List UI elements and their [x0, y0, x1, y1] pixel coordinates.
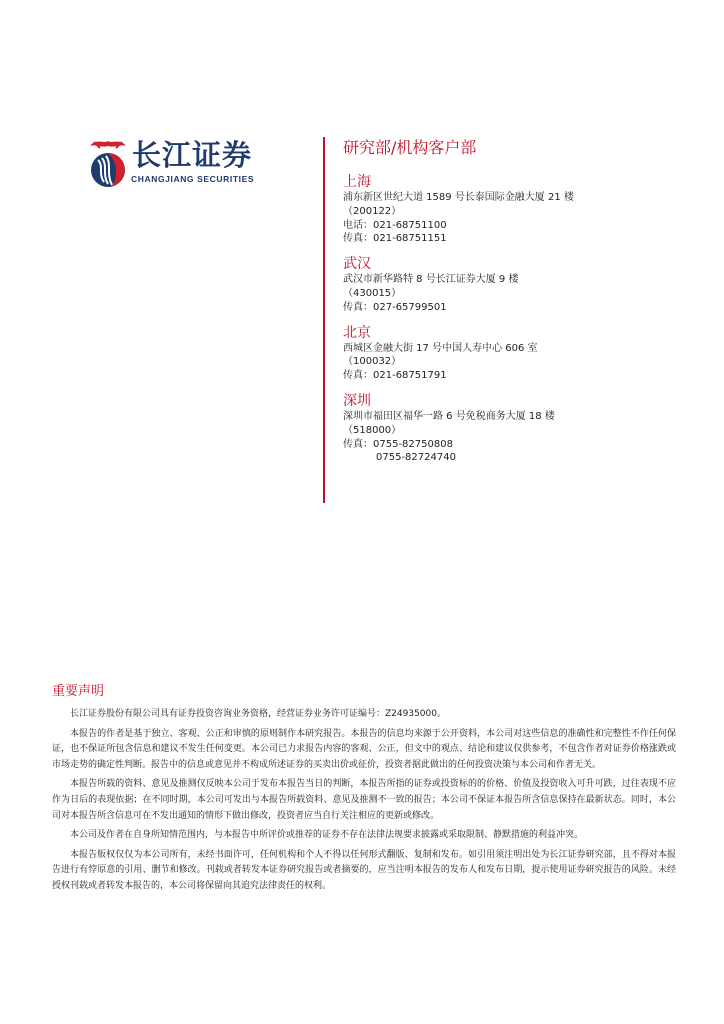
office-fax: 传真：021-68751151: [343, 233, 447, 245]
contact-block: [343, 137, 673, 474]
office-fax: 传真：021-68751791: [343, 370, 447, 382]
office-phone: 电话：021-68751100: [343, 219, 447, 231]
office-shanghai: [343, 173, 673, 246]
city-name: 武汉: [343, 256, 371, 273]
office-fax-secondary: 0755-82724740: [376, 452, 456, 464]
city-name: 上海: [343, 174, 371, 190]
city-name: 北京: [343, 324, 371, 341]
logo-emblem-icon: [86, 136, 130, 192]
disclaimer-title: 重要声明: [52, 684, 105, 699]
disclaimer-paragraph: 本报告所载的资料、意见及推测仅反映本公司于发布本报告当日的判断，本报告所指的证券或投资标的的价格、价值及投资收入可升可跌，过往表现不应作为日后的表现依据；在不同时期，本公司可发出与本报告所载资料、意见及推测不一致的报告；本公司不保证本报告所含信息保持在最新状态。同时，本公司对本报告所含信息可在不发出通知的情形下做出修改，投资者应当自行关注相应的更新或修改。: [52, 779, 676, 821]
company-logo: [86, 136, 286, 192]
office-beijing: [343, 324, 673, 383]
office-shenzhen: [343, 392, 673, 465]
disclaimer-paragraph: 本公司及作者在自身所知情范围内，与本报告中所评价或推荐的证券不存在法律法规要求披露或采取限制、静默措施的利益冲突。: [70, 830, 584, 841]
office-address: 深圳市福田区福华一路 6 号免税商务大厦 18 楼: [343, 410, 555, 422]
office-postcode: （100032）: [343, 356, 402, 368]
office-fax: 传真：0755-82750808: [343, 438, 453, 450]
office-address: 西城区金融大街 17 号中国人寿中心 606 室: [343, 342, 538, 354]
disclaimer-section: [52, 683, 676, 899]
office-postcode: （518000）: [343, 424, 402, 436]
office-postcode: （200122）: [343, 205, 402, 217]
logo-name-cn: 长江证券: [132, 138, 253, 172]
office-wuhan: [343, 255, 673, 314]
disclaimer-paragraph: 本报告版权仅仅为本公司所有，未经书面许可，任何机构和个人不得以任何形式翻版、复制和发布。如引用须注明出处为长江证券研究部，且不得对本报告进行有悖原意的引用、删节和修改。刊载或者转发本证券研究报告或者摘要的，应当注明本报告的发布人和发布日期，提示使用证券研究报告的风险。未经授权刊载或者转发本报告的，本公司将保留向其追究法律责任的权利。: [52, 849, 676, 891]
office-fax: 传真：027-65799501: [343, 301, 447, 313]
logo-name-en: CHANGJIANG SECURITIES: [131, 174, 255, 184]
department-title: 研究部/机构客户部: [343, 138, 477, 157]
city-name: 深圳: [343, 392, 371, 409]
office-address: 武汉市新华路特 8 号长江证券大厦 9 楼: [343, 274, 519, 286]
office-address: 浦东新区世纪大道 1589 号长泰国际金融大厦 21 楼: [343, 192, 574, 203]
disclaimer-paragraph: 长江证券股份有限公司具有证券投资咨询业务资格，经营证券业务许可证编号：Z24935000。: [70, 709, 446, 719]
divider-line: [323, 137, 325, 503]
disclaimer-paragraph: 本报告的作者是基于独立、客观、公正和审慎的原则制作本研究报告。本报告的信息均来源于公开资料，本公司对这些信息的准确性和完整性不作任何保证，也不保证所包含信息和建议不发生任何变更。本公司已力求报告内容的客观、公正，但文中的观点、结论和建议仅供参考，不包含作者对证券价格涨跌或市场走势的确定性判断。报告中的信息或意见并不构成所述证券的买卖出价或征价，投资者据此做出的任何投资决策与本公司和作者无关。: [52, 728, 676, 770]
office-postcode: （430015）: [343, 287, 402, 299]
